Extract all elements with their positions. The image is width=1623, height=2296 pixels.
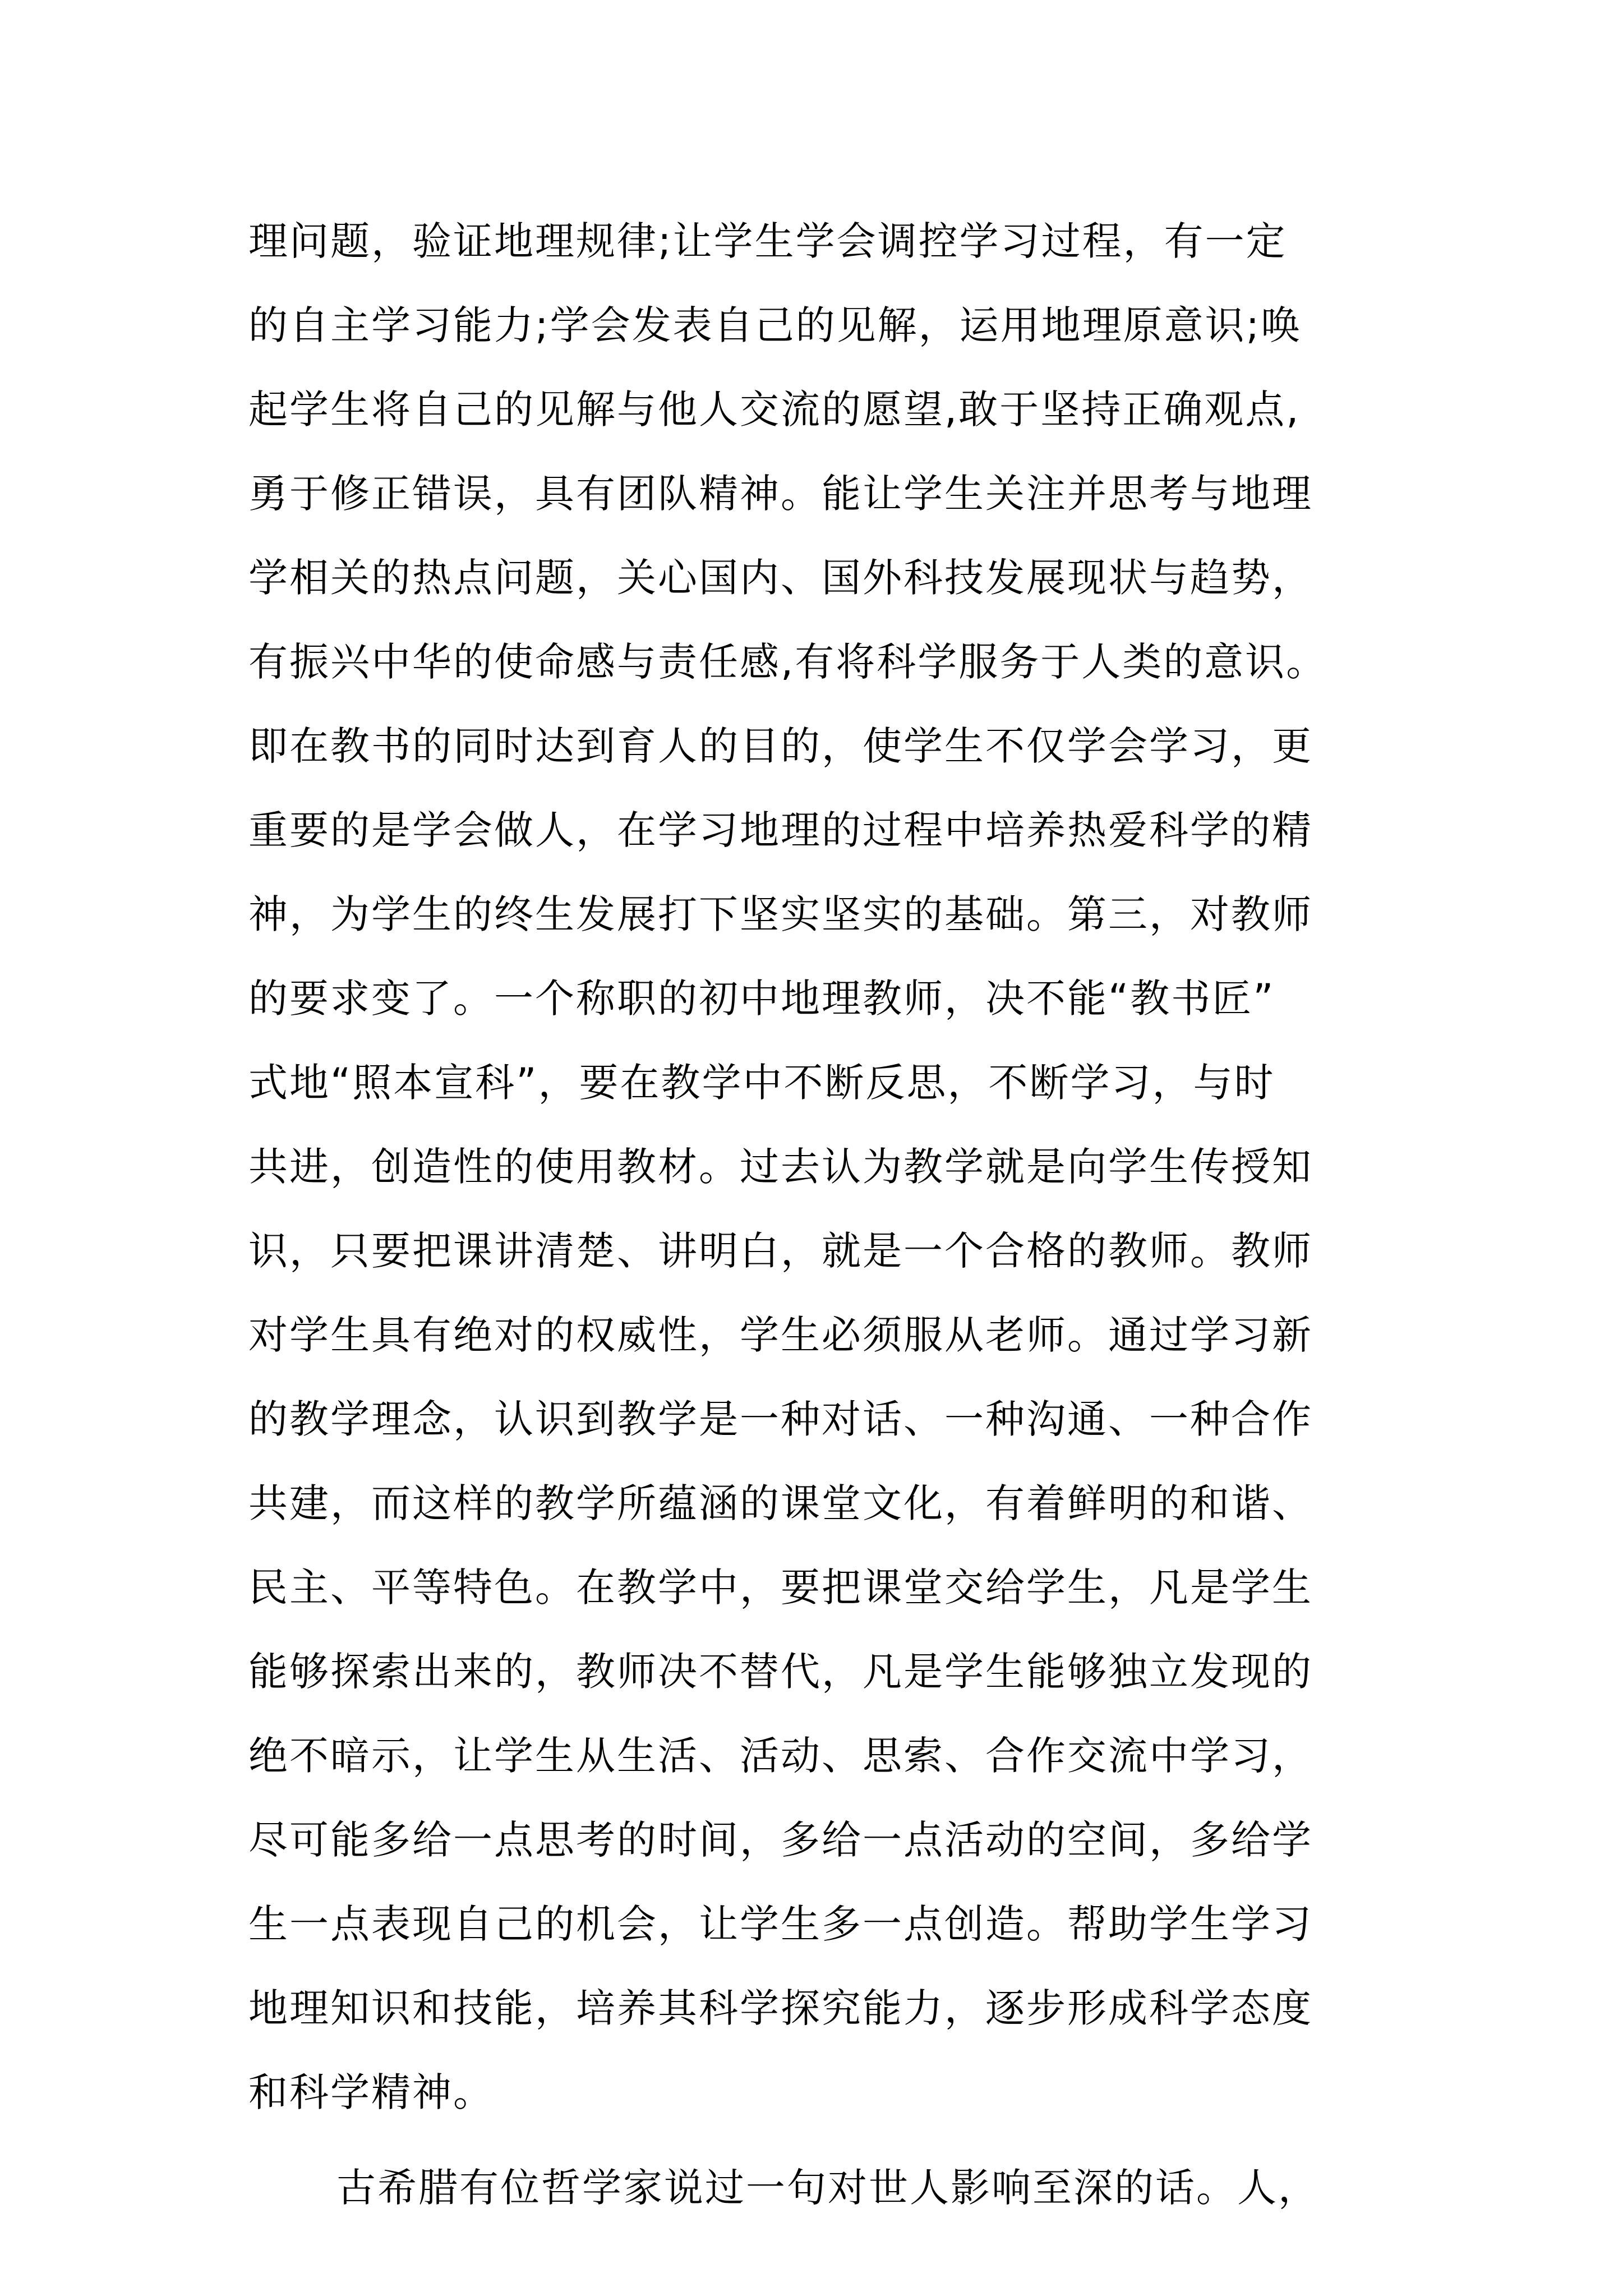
paragraph-first-line: 古希腊有位哲学家说过一句对世人影响至深的话。人， bbox=[336, 2165, 1319, 2211]
text-line: 有振兴中华的使命感与责任感,有将科学服务于人类的意识。 bbox=[248, 639, 1327, 685]
text-line: 式地“照本宣科”，要在教学中不断反思，不断学习，与时 bbox=[248, 1060, 1275, 1106]
text-line: 绝不暗示，让学生从生活、活动、思索、合作交流中学习， bbox=[248, 1733, 1313, 1779]
text-line: 地理知识和技能，培养其科学探究能力，逐步形成科学态度 bbox=[248, 1985, 1313, 2031]
text-line: 的要求变了。一个称职的初中地理教师，决不能“教书匠” bbox=[248, 976, 1275, 1022]
text-line: 勇于修正错误，具有团队精神。能让学生关注并思考与地理 bbox=[248, 471, 1313, 517]
text-line: 的教学理念，认识到教学是一种对话、一种沟通、一种合作 bbox=[248, 1396, 1313, 1442]
text-line: 对学生具有绝对的权威性，学生必须服从老师。通过学习新 bbox=[248, 1312, 1313, 1358]
text-line: 民主、平等特色。在教学中，要把课堂交给学生，凡是学生 bbox=[248, 1565, 1313, 1611]
text-line: 共建，而这样的教学所蕴涵的课堂文化，有着鲜明的和谐、 bbox=[248, 1480, 1313, 1526]
text-line: 学相关的热点问题，关心国内、国外科技发展现状与趋势， bbox=[248, 555, 1313, 601]
text-line: 和科学精神。 bbox=[248, 2069, 494, 2115]
text-line: 即在教书的同时达到育人的目的，使学生不仅学会学习，更 bbox=[248, 723, 1313, 769]
text-line: 尽可能多给一点思考的时间，多给一点活动的空间，多给学 bbox=[248, 1817, 1313, 1863]
text-line: 共进，创造性的使用教材。过去认为教学就是向学生传授知 bbox=[248, 1144, 1313, 1190]
text-line: 理问题，验证地理规律;让学生学会调控学习过程，有一定 bbox=[248, 218, 1287, 264]
text-line: 能够探索出来的，教师决不替代，凡是学生能够独立发现的 bbox=[248, 1649, 1313, 1695]
text-line: 神，为学生的终生发展打下坚实坚实的基础。第三，对教师 bbox=[248, 891, 1313, 937]
text-line: 生一点表现自己的机会，让学生多一点创造。帮助学生学习 bbox=[248, 1901, 1313, 1947]
text-line: 识，只要把课讲清楚、讲明白，就是一个合格的教师。教师 bbox=[248, 1228, 1313, 1274]
text-line: 起学生将自己的见解与他人交流的愿望,敢于坚持正确观点, bbox=[248, 386, 1301, 432]
text-line: 重要的是学会做人，在学习地理的过程中培养热爱科学的精 bbox=[248, 807, 1313, 853]
text-line: 的自主学习能力;学会发表自己的见解，运用地理原意识;唤 bbox=[248, 302, 1302, 348]
